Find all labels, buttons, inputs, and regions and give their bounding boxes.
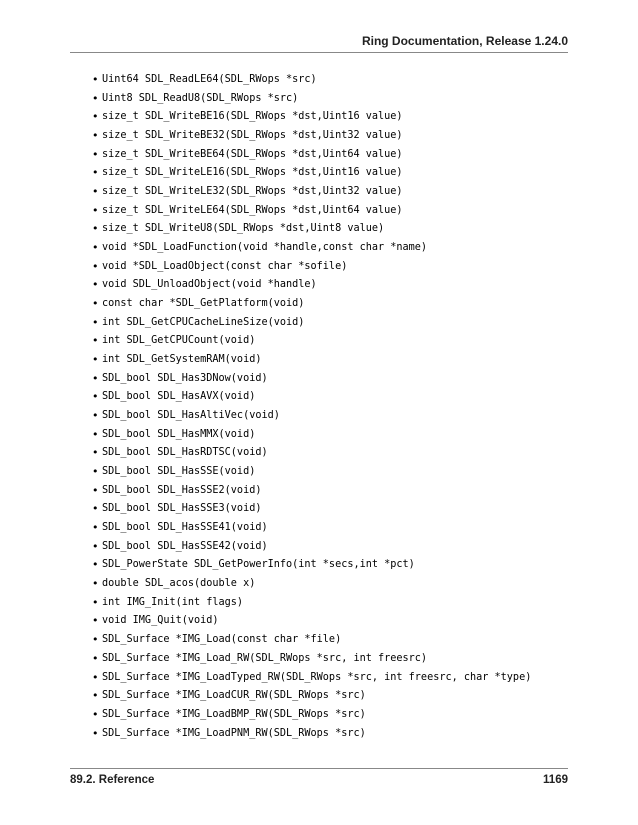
list-item <box>92 631 531 650</box>
bullet-icon: • <box>92 110 99 124</box>
function-signature: size_t SDL_WriteLE16(SDL_RWops *dst,Uint16 value) <box>102 167 403 179</box>
function-signature: Uint8 SDL_ReadU8(SDL_RWops *src) <box>102 92 299 104</box>
bullet-icon: • <box>92 670 99 684</box>
function-signature: int SDL_GetCPUCount(void) <box>102 335 256 347</box>
function-signature: SDL_Surface *IMG_LoadCUR_RW(SDL_RWops *src) <box>102 690 366 702</box>
bullet-icon: • <box>92 614 99 628</box>
function-list <box>92 71 531 743</box>
page-header-title: Ring Documentation, Release 1.24.0 <box>361 34 568 48</box>
bullet-icon: • <box>92 539 99 553</box>
function-signature: size_t SDL_WriteLE32(SDL_RWops *dst,Uint32 value) <box>102 186 403 198</box>
bullet-icon: • <box>92 297 99 311</box>
bullet-icon: • <box>92 390 99 404</box>
list-item <box>92 575 531 594</box>
bullet-icon: • <box>92 409 99 423</box>
function-signature: SDL_bool SDL_HasAltiVec(void) <box>102 410 280 422</box>
list-item <box>92 276 531 295</box>
function-signature: SDL_bool SDL_HasSSE42(void) <box>102 540 268 552</box>
list-item <box>92 90 531 109</box>
footer-divider <box>70 768 568 769</box>
function-signature: SDL_Surface *IMG_LoadPNM_RW(SDL_RWops *src) <box>102 727 366 739</box>
list-item <box>92 332 531 351</box>
bullet-icon: • <box>92 203 99 217</box>
list-item <box>92 127 531 146</box>
function-signature: SDL_bool SDL_HasAVX(void) <box>102 391 256 403</box>
list-item <box>92 202 531 221</box>
footer-section-title: 89.2. Reference <box>70 774 155 786</box>
bullet-icon: • <box>92 427 99 441</box>
function-signature: int IMG_Init(int flags) <box>102 596 244 608</box>
bullet-icon: • <box>92 129 99 143</box>
list-item <box>92 407 531 426</box>
bullet-icon: • <box>92 707 99 721</box>
bullet-icon: • <box>92 577 99 591</box>
list-item <box>92 426 531 445</box>
list-item <box>92 71 531 90</box>
bullet-icon: • <box>92 689 99 703</box>
list-item <box>92 146 531 165</box>
bullet-icon: • <box>92 334 99 348</box>
function-signature: SDL_bool SDL_HasSSE3(void) <box>102 503 262 515</box>
list-item <box>92 444 531 463</box>
function-signature: SDL_bool SDL_HasSSE(void) <box>102 466 256 478</box>
bullet-icon: • <box>92 595 99 609</box>
bullet-icon: • <box>92 73 99 86</box>
function-signature: void *SDL_LoadObject(const char *sofile) <box>102 260 348 272</box>
list-item <box>92 482 531 501</box>
list-item <box>92 594 531 613</box>
bullet-icon: • <box>92 483 99 497</box>
list-item <box>92 650 531 669</box>
list-item <box>92 706 531 725</box>
function-signature: size_t SDL_WriteU8(SDL_RWops *dst,Uint8 value) <box>102 223 385 235</box>
bullet-icon: • <box>92 521 99 535</box>
list-item <box>92 220 531 239</box>
function-signature: SDL_bool SDL_HasMMX(void) <box>102 428 256 440</box>
bullet-icon: • <box>92 633 99 647</box>
function-signature: SDL_Surface *IMG_LoadBMP_RW(SDL_RWops *src) <box>102 708 366 720</box>
list-item <box>92 556 531 575</box>
bullet-icon: • <box>92 91 99 105</box>
function-signature: double SDL_acos(double x) <box>102 578 256 590</box>
function-signature: SDL_bool SDL_HasSSE2(void) <box>102 484 262 496</box>
bullet-icon: • <box>92 465 99 479</box>
list-item <box>92 108 531 127</box>
bullet-icon: • <box>92 446 99 460</box>
function-signature: int SDL_GetSystemRAM(void) <box>102 354 262 366</box>
function-signature: const char *SDL_GetPlatform(void) <box>102 298 305 310</box>
bullet-icon: • <box>92 371 99 385</box>
page-number: 1169 <box>543 774 568 786</box>
function-signature: void *SDL_LoadFunction(void *handle,const char *name) <box>102 242 428 254</box>
bullet-icon: • <box>92 185 99 199</box>
bullet-icon: • <box>92 651 99 665</box>
bullet-icon: • <box>92 502 99 516</box>
list-item <box>92 519 531 538</box>
list-item <box>92 538 531 557</box>
function-signature: SDL_PowerState SDL_GetPowerInfo(int *secs,int *pct) <box>102 559 415 571</box>
list-item <box>92 463 531 482</box>
header-divider <box>70 52 568 53</box>
function-signature: SDL_Surface *IMG_Load_RW(SDL_RWops *src, int freesrc) <box>102 652 428 664</box>
function-signature: SDL_bool SDL_Has3DNow(void) <box>102 372 268 384</box>
list-item <box>92 314 531 333</box>
bullet-icon: • <box>92 353 99 367</box>
function-signature: void SDL_UnloadObject(void *handle) <box>102 279 317 291</box>
function-signature: SDL_Surface *IMG_LoadTyped_RW(SDL_RWops *src, int freesrc, char *type) <box>102 671 532 683</box>
function-signature: size_t SDL_WriteBE16(SDL_RWops *dst,Uint16 value) <box>102 111 403 123</box>
bullet-icon: • <box>92 147 99 161</box>
bullet-icon: • <box>92 259 99 273</box>
list-item <box>92 295 531 314</box>
bullet-icon: • <box>92 315 99 329</box>
list-item <box>92 351 531 370</box>
function-signature: size_t SDL_WriteLE64(SDL_RWops *dst,Uint64 value) <box>102 204 403 216</box>
list-item <box>92 500 531 519</box>
bullet-icon: • <box>92 241 99 255</box>
list-item <box>92 725 531 744</box>
function-signature: SDL_bool SDL_HasSSE41(void) <box>102 522 268 534</box>
function-signature: int SDL_GetCPUCacheLineSize(void) <box>102 316 305 328</box>
list-item <box>92 388 531 407</box>
bullet-icon: • <box>92 726 99 740</box>
list-item <box>92 669 531 688</box>
function-signature: Uint64 SDL_ReadLE64(SDL_RWops *src) <box>102 74 317 85</box>
function-signature: void IMG_Quit(void) <box>102 615 219 627</box>
list-item <box>92 370 531 389</box>
list-item <box>92 612 531 631</box>
function-signature: SDL_Surface *IMG_Load(const char *file) <box>102 634 342 646</box>
list-item <box>92 164 531 183</box>
list-item <box>92 183 531 202</box>
list-item <box>92 258 531 277</box>
bullet-icon: • <box>92 166 99 180</box>
function-signature: size_t SDL_WriteBE32(SDL_RWops *dst,Uint32 value) <box>102 130 403 142</box>
bullet-icon: • <box>92 278 99 292</box>
list-item <box>92 239 531 258</box>
function-signature: size_t SDL_WriteBE64(SDL_RWops *dst,Uint64 value) <box>102 148 403 160</box>
list-item <box>92 687 531 706</box>
bullet-icon: • <box>92 222 99 236</box>
bullet-icon: • <box>92 558 99 572</box>
function-signature: SDL_bool SDL_HasRDTSC(void) <box>102 447 268 459</box>
